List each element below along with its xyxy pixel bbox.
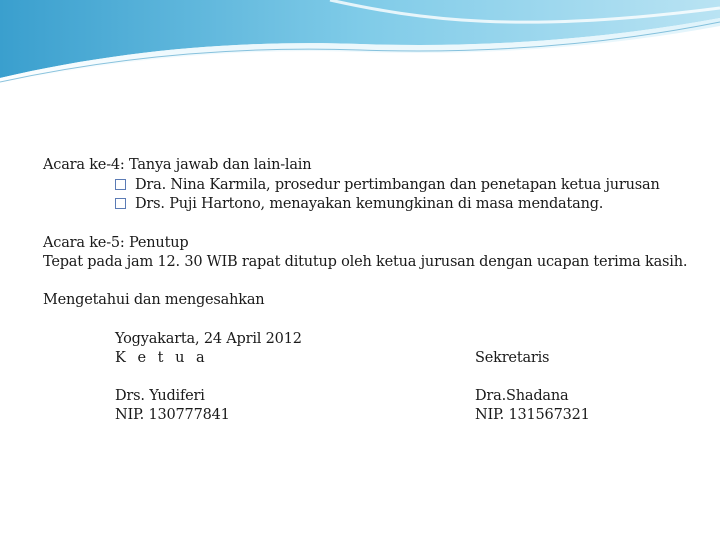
left-role: K e t u a bbox=[115, 350, 209, 366]
agenda5-text: Tepat pada jam 12. 30 WIB rapat ditutup oleh ketua jurusan dengan ucapan terima kasih. bbox=[43, 254, 688, 270]
agenda4-item-1-text: Dra. Nina Karmila, prosedur pertimbangan dan penetapan ketua jurusan bbox=[135, 177, 660, 193]
right-role: Sekretaris bbox=[475, 350, 550, 366]
agenda4-item-2-text: Drs. Puji Hartono, menayakan kemungkinan di masa mendatang. bbox=[135, 196, 604, 212]
agenda5-heading: Acara ke-5: Penutup bbox=[43, 235, 189, 251]
agenda4-item-1 bbox=[115, 176, 660, 195]
right-signatory-name: Dra.Shadana bbox=[475, 388, 569, 404]
agenda4-heading: Acara ke-4: Tanya jawab dan lain-lain bbox=[43, 157, 312, 173]
agenda4-item-2 bbox=[115, 195, 603, 214]
square-bullet-icon bbox=[115, 179, 126, 190]
left-signatory-name: Drs. Yudiferi bbox=[115, 388, 205, 404]
square-bullet-icon bbox=[115, 198, 126, 209]
left-signatory-nip: NIP. 130777841 bbox=[115, 407, 230, 423]
right-signatory-nip: NIP. 131567321 bbox=[475, 407, 590, 423]
place-date: Yogyakarta, 24 April 2012 bbox=[115, 331, 302, 347]
header-wave-decoration bbox=[0, 0, 720, 90]
approval-heading: Mengetahui dan mengesahkan bbox=[43, 292, 265, 308]
